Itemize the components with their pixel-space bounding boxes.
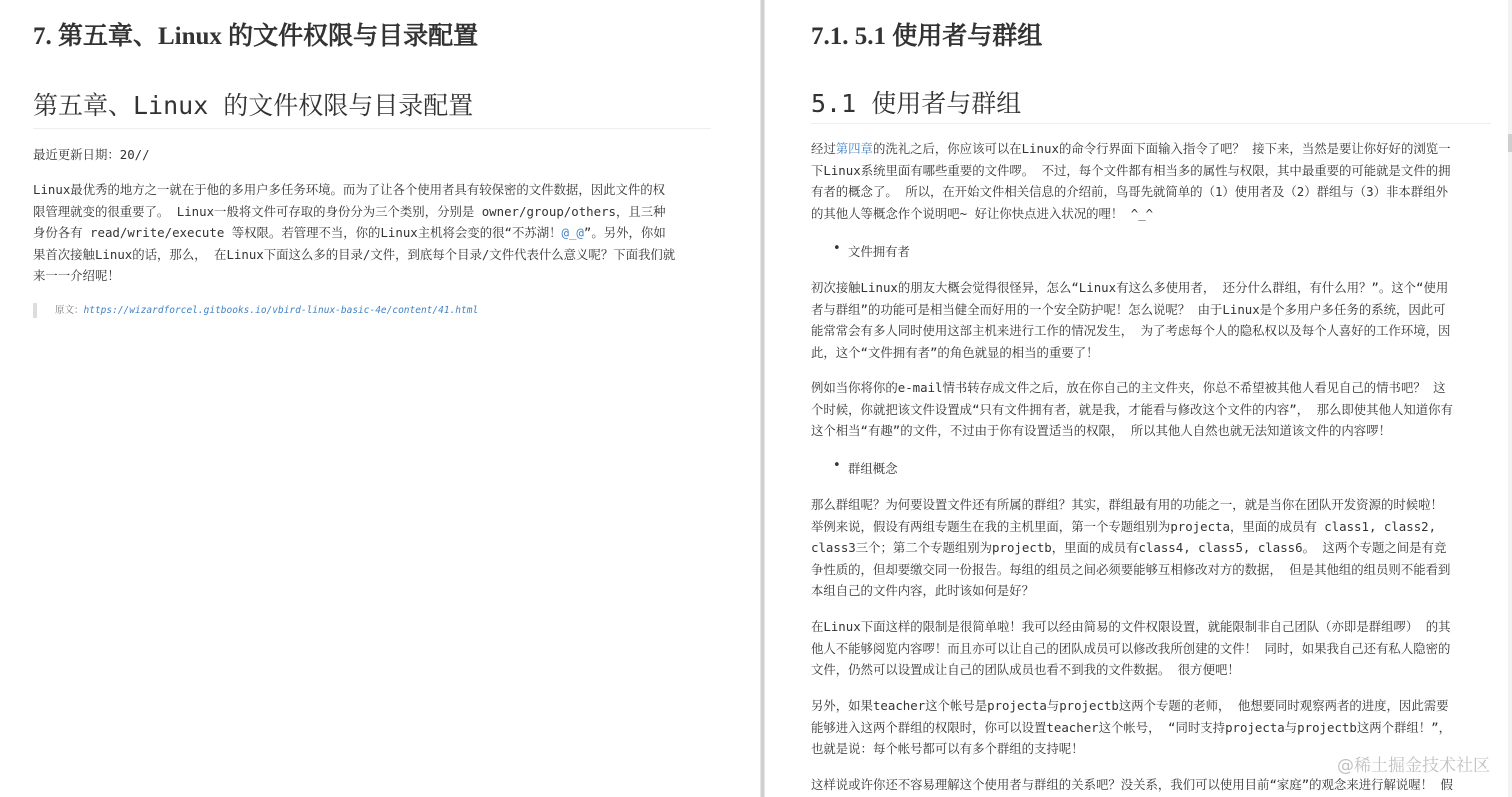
chapter-heading: 第五章、Linux 的文件权限与目录配置	[33, 91, 474, 120]
paragraph-line: 这样说或许你还不容易理解这个使用者与群组的关系吧？没关系，我们可以使用目前“家庭”的观念来进行解说喔！ 假	[811, 777, 1453, 792]
paragraph-line: 个时候，你就把该文件设置成“只有文件拥有者，就是我，才能看与修改这个文件的内容”， 那么即使其他人知道你有	[811, 401, 1453, 417]
paragraph-line: 这个相当“有趣”的文件，不过由于你有设置适当的权限， 所以其他人自然也就无法知道该文件的内容啰！	[811, 423, 1391, 438]
paragraph-line: 有者的概念了。 所以，在开始文件相关信息的介绍前，鸟哥先就简单的（1）使用者及（2）群组与（3）非本群组外	[811, 184, 1448, 199]
paragraph-email-example	[811, 377, 1501, 442]
paragraph-line: 的其他人等概念作个说明吧~ 好让你快点进入状况的哩！ ^_^	[811, 205, 1154, 221]
paragraph-line: 文件，仍然可以设置成让自己的团队成员也看不到我的文件数据。 很方便吧！	[811, 662, 1240, 677]
intro-line: 身份各有 read/write/execute 等权限。若管理不当，你的Linux主机将会变的很“不苏湖！@_@”。另外，你如	[33, 225, 666, 240]
bullet-group-concept: • 群组概念	[848, 459, 898, 477]
paragraph-family	[811, 774, 1501, 796]
paragraph-line: 例如当你将你的e-mail情书转存成文件之后，放在你自己的主文件夹，你总不希望被其他人看见自己的情书吧？ 这	[811, 380, 1446, 395]
paragraph-line: 争性质的，但却要缴交同一份报告。每组的组员之间必须要能够互相修改对方的数据， 但是其他组的组员则不能看到	[811, 561, 1451, 577]
toc-chapter-text: 第五章、Linux 的文件权限与目录配置	[51, 23, 479, 50]
source-label: 原文：	[55, 305, 84, 316]
paragraph-limit	[811, 616, 1501, 681]
paragraph-line: 举例来说，假设有两组专题生在我的主机里面，第一个专题组别为projecta，里面的成员有 class1, class2,	[811, 518, 1437, 534]
vertical-scrollbar[interactable]	[1508, 0, 1512, 797]
paragraph-line: 另外，如果teacher这个帐号是projecta与projectb这两个专题的老师， 他想要同时观察两者的进度，因此需要	[811, 698, 1449, 713]
toc-section-title	[811, 16, 1042, 52]
paragraph-line: 那么群组呢？为何要设置文件还有所属的群组？其实，群组最有用的功能之一，就是当你在团队开发资源的时候啦！	[811, 497, 1443, 512]
emoticon-link[interactable]: @_@	[561, 225, 584, 240]
paragraph-line: 下Linux系统里面有哪些重要的文件啰。 不过，每个文件都有相当多的属性与权限，其中最重要的可能就是文件的拥	[811, 162, 1451, 178]
paragraph-line: 此，这个“文件拥有者”的角色就显的相当的重要了！	[811, 344, 1099, 360]
paragraph-intro	[811, 138, 1501, 224]
paragraph-teacher	[811, 695, 1501, 760]
intro-line: 来一一介绍呢！	[33, 268, 120, 283]
paragraph-owner	[811, 277, 1501, 363]
scrollbar-thumb[interactable]	[1508, 134, 1512, 152]
right-document-pane[interactable]	[765, 0, 1508, 797]
intro-line: 限管理就变的很重要了。 Linux一般将文件可存取的身份分为三个类别，分别是 owner/group/others，且三种	[33, 203, 666, 219]
paragraph-line: 经过第四章的洗礼之后，你应该可以在Linux的命令行界面下面输入指令了吧？ 接下来，当然是要让你好好的浏览一	[811, 141, 1451, 156]
toc-section-number: 7.1. 5.1	[811, 23, 886, 50]
paragraph-line: 也就是说：每个帐号都可以有多个群组的支持呢！	[811, 741, 1084, 756]
bullet-file-owner: • 文件拥有者	[848, 242, 910, 260]
paragraph-line: class3三个；第二个专题组别为projectb，里面的成员有class4, class5, class6。 这两个专题之间是有竞	[811, 540, 1447, 555]
toc-section-text: 使用者与群组	[886, 23, 1043, 50]
paragraph-line: 者与群组”的功能可是相当健全而好用的一个安全防护呢！怎么说呢？ 由于Linux是个多用户多任务的系统，因此可	[811, 301, 1446, 317]
intro-line: Linux最优秀的地方之一就在于他的多用户多任务环境。而为了让各个使用者具有较保密的文件数据，因此文件的权	[33, 182, 666, 197]
paragraph-line: 他人不能够阅览内容啰！而且亦可以让自己的团队成员可以修改我所创建的文件！ 同时，如果我自己还有私人隐密的	[811, 640, 1451, 656]
chapter-four-link[interactable]: 第四章	[835, 141, 873, 156]
toc-chapter-number: 7.	[33, 23, 52, 50]
paragraph-group	[811, 494, 1501, 602]
watermark: @稀土掘金技术社区	[1337, 756, 1490, 776]
section-heading: 5.1 使用者与群组	[811, 89, 1022, 118]
source-url-link[interactable]: https://wizardforcel.gitbooks.io/vbird-linux-basic-4e/content/41.html	[83, 305, 479, 316]
paragraph-line: 能够进入这两个群组的权限时，你可以设置teacher这个帐号， “同时支持projecta与projectb这两个群组！”，	[811, 719, 1452, 735]
toc-chapter-title	[33, 16, 478, 52]
heading-divider	[33, 128, 711, 129]
intro-line: 果首次接触Linux的话，那么， 在Linux下面这么多的目录/文件，到底每个目录/文件代表什么意义呢？下面我们就	[33, 246, 676, 262]
intro-paragraph	[33, 179, 723, 287]
paragraph-line: 本组自己的文件内容，此时该如何是好？	[811, 583, 1035, 598]
heading-divider	[811, 123, 1491, 124]
updated-date: 最近更新日期：20//	[33, 147, 150, 162]
paragraph-line: 初次接触Linux的朋友大概会觉得很怪异，怎么“Linux有这么多使用者， 还分什么群组，有什么用？”。这个“使用	[811, 280, 1449, 295]
paragraph-line: 能常常会有多人同时使用这部主机来进行工作的情况发生， 为了考虑每个人的隐私权以及每个人喜好的工作环境，因	[811, 323, 1451, 338]
source-blockquote	[33, 303, 478, 318]
paragraph-line: 在Linux下面这样的限制是很简单啦！我可以经由简易的文件权限设置，就能限制非自己团队（亦即是群组啰） 的其	[811, 619, 1451, 634]
